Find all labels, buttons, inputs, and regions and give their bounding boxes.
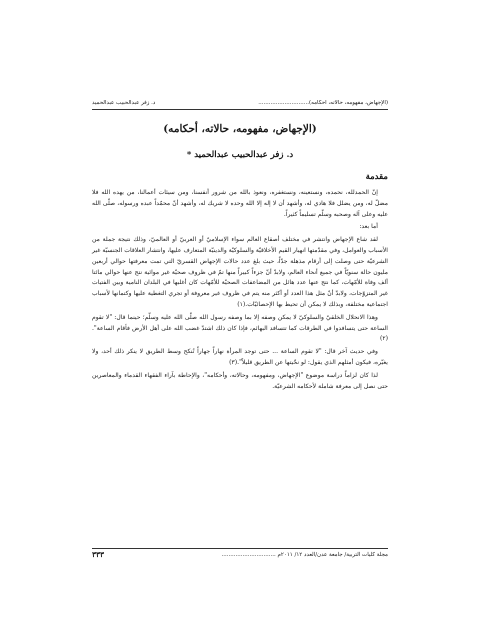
paragraph: وهذا الانحلال الخلقيّ والسلوكيّ لا يمكن وصفه إلا بما وصفه رسول الله صلّى الله عليه وسلّم؛ حينما قال: "لا تقوم الساعة حتى يتسافدوا في الطرقات كما تتسافد البهائم، فإذا كان ذلك اشتدّ غضب الله على أهل الأرض فأقام الساعة".(٢)	[92, 313, 388, 343]
header-rule	[92, 109, 388, 110]
article-author: د. زفر عبدالحبيب عبدالحميد *	[186, 150, 294, 160]
page-number: ٣٣٣	[92, 551, 105, 559]
paragraph: إنّ الحمدلله، نحمده، ونستعينه، ونستغفره، ونعوذ بالله من شرور أنفسنا، ومن سيئات أعمالنا، من يهده الله فلا مضلّ له، ومن يضلل فلا هادي له، وأشهد أن لا إله إلا الله وحده لا شريك له، وأشهد أنّ محمّداً عبده ورسوله، صلّى الله عليه وعلى آله وصحبه وسلّم تسليماً كثيراً.	[92, 189, 388, 218]
paragraph: وفي حديث آخر قال: "لا تقوم الساعة ... حتى توجد المرأة نهاراً جهاراً تُنكح وسط الطريق لا ينكر ذلك أحد، ولا يغيّره، فيكون أمثلهم الذي يقول: لو نحّيتها عن الطريق قليلاً".(٣)	[92, 348, 388, 366]
running-head-author: د. زفر عبدالحبيب عبدالحميد	[92, 100, 156, 106]
paragraph: لذا كان لزاماً دراسة موضوع "الإجهاض، ومفهومه، وحالاته، وأحكامه"، والإحاطة بآراء الفقهاء القدماء والمعاصرين حتى نصل إلى معرفة شاملة لأحكامه الشرعيّة.	[92, 371, 388, 390]
article-body	[92, 188, 388, 394]
section-heading: مقدمة	[365, 172, 388, 182]
paragraph: لقد شاع الإجهاض وانتشر في مختلف أصقاع العالم سواء الإسلاميّ أو العربيّ أو العالميّ، وذلك نتيجة جملة من الأسباب والعوامل، وفي مقدّمتها انهيار القيم الأخلاقيّة والسلوكيّة والدينيّة المتعارف عليها، وانتشار العلاقات الجنسيّة غير الشرعيّة حتى وصلت إلى أرقام مذهلة جدّاً، حيث بلغ عدد حالات الإجهاض القسريّ التي تمت معرفتها حوالي أربعين مليون حالة سنويّاً في جميع أنحاء العالم، ولابدّ أنّ جزءاً كبيراً منها تمّ في ظروف صحيّة غير موائية نتج عنها حوالي مائتا ألف وفاة للأمّهات، كما نتج عنها عدد هائل من المضاعفات الصحيّة للأمّهات كان أغلبها في البلدان النامية وبين الفتيات غير المتزوّجات، ولابدّ أنّ مثل هذا العدد أو أكثر منه يتم في ظروف غير معروفة أو تجري التغطية عليها وكتمانها لأسباب اجتماعية مختلفة، وبذلك لا يمكن أن تحيط بها الإحصائيّات.(١)	[92, 236, 388, 308]
running-head	[92, 100, 388, 107]
journal-citation: مجلة كليات التربية/ جامعة عدن/العدد ١٢/ ٢٠١١م ...............................	[221, 552, 388, 558]
footer-rule	[92, 548, 388, 549]
paragraph: أما بعد:	[359, 223, 378, 231]
article-title: (الإجهاض، مفهومه، حالاته، أحكامه)	[163, 123, 317, 135]
running-head-title: (الإجهاض، مفهومه، حالاته، أحكامه).............................	[258, 100, 388, 106]
page-footer	[92, 551, 388, 559]
